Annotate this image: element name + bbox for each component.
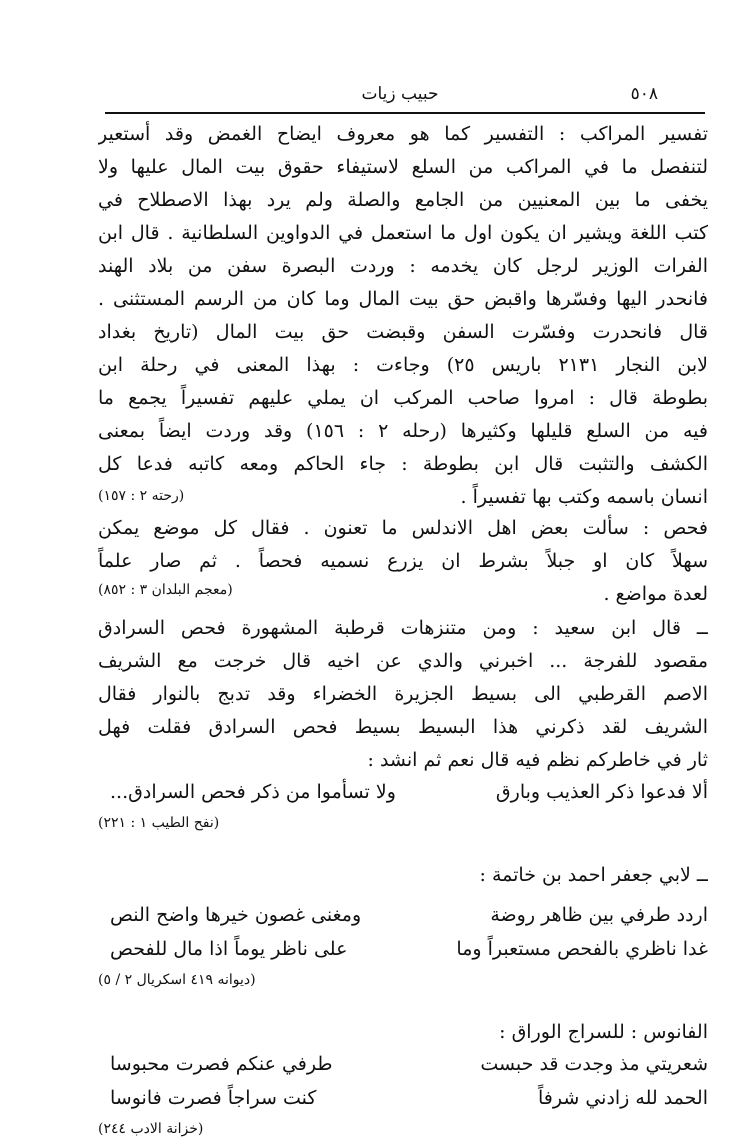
page-body	[98, 118, 708, 1145]
running-title: حبيب زيات	[361, 84, 439, 104]
text-line: قال فانحدرت وفسّرت السفن وقبضت حق بيت المال (تاريخ بغداد	[98, 321, 708, 343]
citation: (رحته ٢ : ١٥٧)	[98, 488, 185, 504]
text-line: كتب اللغة ويشير ان يكون اول ما استعمل في الدواوين السلطانية . قال ابن	[98, 222, 708, 244]
header-rule	[105, 112, 705, 114]
text-line: الاصم القرطبي الى بسيط الجزيرة الخضراء وقد تدبج بالنوار فقال	[98, 683, 708, 705]
text-line: لابن النجار ٢١٣١ باريس ٢٥) وجاءت : بهذا المعنى في رحلة ابن	[98, 354, 708, 376]
page-header	[100, 84, 700, 110]
citation: (معجم البلدان ٣ : ٨٥٢)	[98, 582, 233, 598]
citation-row	[98, 1117, 708, 1145]
text-line: يخفى ما بين المعنيين من الجامع والصلة ولم يرد بهذا الاصطلاح في	[98, 189, 708, 211]
text-line: فحص : سألت بعض اهل الاندلس ما تعنون . فقال كل موضع يمكن	[98, 517, 708, 539]
spacer	[98, 996, 708, 1016]
entry-fanus	[98, 1016, 708, 1145]
verse-hemistich: ولا تسأموا من ذكر فحص السرادق...	[110, 781, 396, 803]
verse-line	[98, 1083, 708, 1117]
spacer	[98, 839, 708, 859]
text-line: سهلاً كان او جبلاً بشرط ان يزرع نسميه فحصاً . ثم صار علماً	[98, 550, 708, 572]
verse-hemistich: الحمد لله زادني شرفاً	[538, 1087, 708, 1109]
entry-fahs	[98, 512, 708, 606]
verse-line	[98, 1049, 708, 1083]
citation-row	[98, 484, 708, 512]
verse-line	[98, 777, 708, 811]
verse-hemistich: ألا فدعوا ذكر العذيب وبارق	[495, 781, 708, 803]
text-line: لعدة مواضع .	[603, 583, 708, 605]
verse-hemistich: اردد طرفي بين ظاهر روضة	[490, 904, 708, 926]
text-line: الكشف والتثبت قال ابن بطوطة : جاء الحاكم ومعه كاتبه فدعا كل	[98, 453, 708, 475]
citation-row	[98, 811, 708, 839]
text-line: ــ قال ابن سعيد : ومن متنزهات قرطبة المشهورة فحص السرادق	[98, 617, 708, 639]
entry-tafsir	[98, 118, 708, 512]
entry-ibn-said	[98, 612, 708, 839]
text-line: الشريف لقد ذكرني هذا البسيط بسيط فحص السرادق فقلت فهل	[98, 716, 708, 738]
verse-hemistich: طرفي عنكم فصرت محبوسا	[110, 1053, 333, 1075]
citation-row	[98, 968, 708, 996]
text-line: ــ لابي جعفر احمد بن خاتمة :	[479, 864, 708, 886]
verse-hemistich: ومغنى غصون خيرها واضح النص	[110, 904, 362, 926]
verse-hemistich: كنت سراجاً فصرت فانوسا	[110, 1087, 317, 1109]
text-line: بطوطة قال : امروا صاحب المركب ان يملي عليهم تفسيراً يجمع ما	[98, 387, 708, 409]
text-line: فيه من السلع قليلها وكثيرها (رحله ٢ : ١٥٦) وقد وردت ايضاً بمعنى	[98, 420, 708, 442]
text-line: فانحدر اليها وفسّرها واقبض حق بيت المال وما كان من الرسم المستثنى .	[98, 288, 708, 310]
verse-hemistich: غدا ناظري بالفحص مستعبراً وما	[456, 938, 708, 960]
verse-hemistich: شعريتي مذ وجدت قد حبست	[480, 1053, 708, 1075]
verse-hemistich: على ناظر يوماً اذا مال للفحص	[110, 938, 348, 960]
text-line: مقصود للفرجة ... اخبرني والدي عن اخيه قال خرجت مع الشريف	[98, 650, 708, 672]
citation-row	[98, 578, 708, 606]
text-line: ثار في خاطركم نظم فيه قال نعم ثم انشد :	[367, 749, 708, 771]
text-line: الفرات الوزير لرجل كان يخدمه : وردت البصرة سفن من بلاد الهند	[98, 255, 708, 277]
page-number: ٥٠٨	[630, 84, 658, 104]
text-line: تفسير المراكب : التفسير كما هو معروف ايضاح الغمض وقد أستعير	[98, 123, 708, 145]
text-line: الفانوس : للسراج الوراق :	[499, 1021, 708, 1043]
citation: (ديوانه ٤١٩ اسكريال ٢ / ٥)	[98, 972, 256, 988]
citation: (نفح الطيب ١ : ٢٢١)	[98, 815, 220, 831]
verse-line	[98, 900, 708, 934]
text-line: لتنفصل ما في المراكب من السلع لاستيفاء حقوق بيت المال عليها ولا	[98, 156, 708, 178]
verse-line	[98, 934, 708, 968]
citation: (خزانة الادب ٢٤٤)	[98, 1121, 204, 1137]
text-line: انسان باسمه وكتب بها تفسيراً .	[460, 486, 708, 508]
entry-ibn-khatima	[98, 859, 708, 996]
